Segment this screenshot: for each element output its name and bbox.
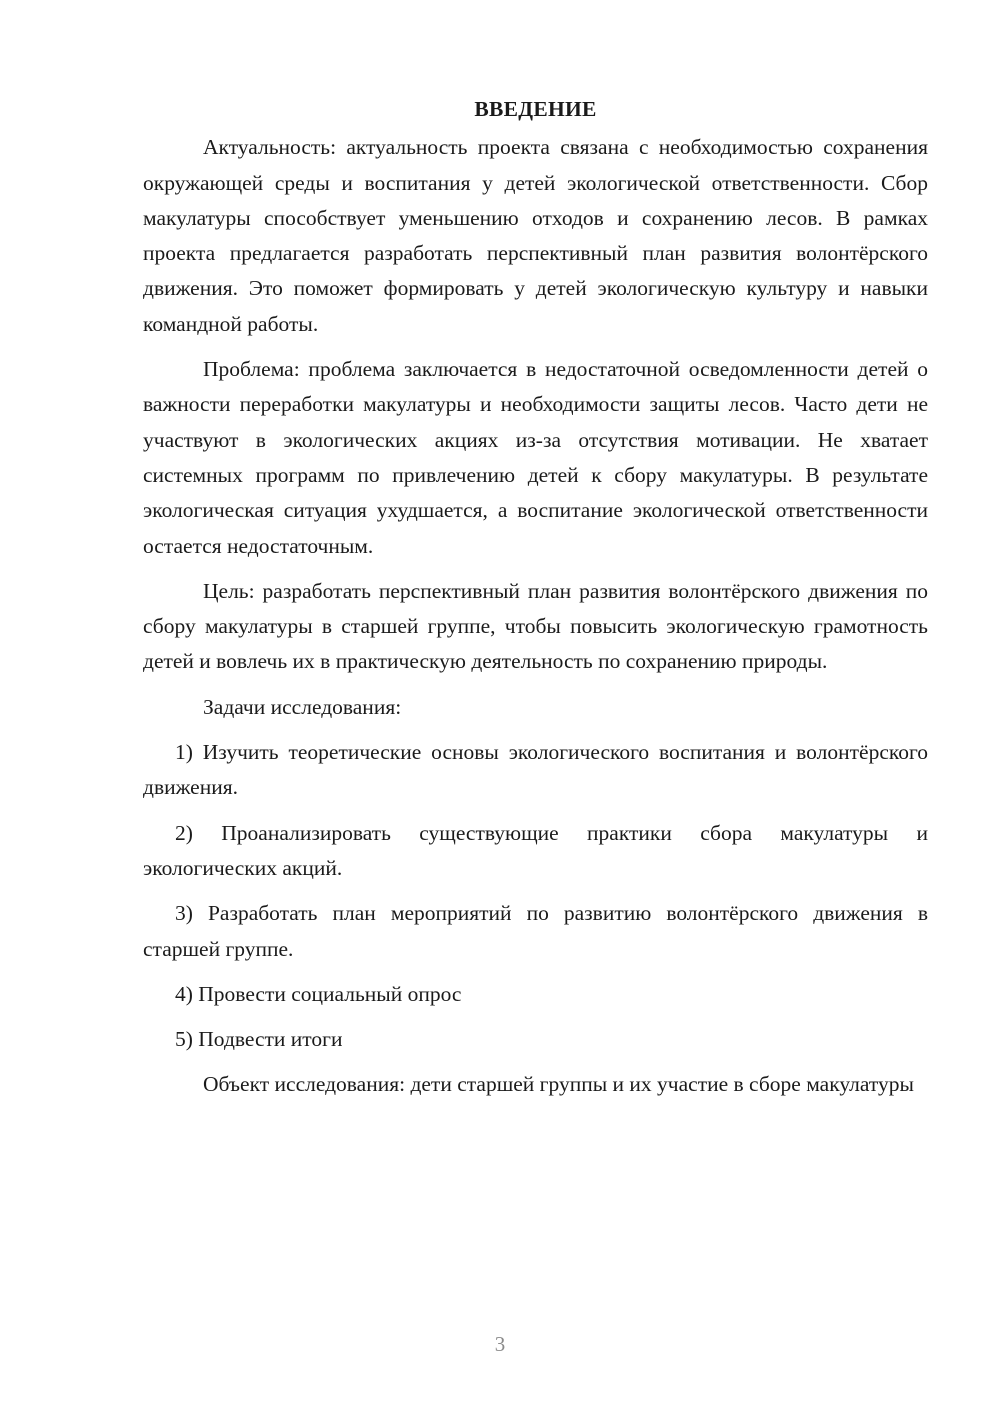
relevance-paragraph: Актуальность: актуальность проекта связана с необходимостью сохранения окружающей среды и воспитания у детей экологической ответственности. Сбор макулатуры способствует уменьшению отходов и сохранению лесов. В рамках проекта предлагается разработать перспективный план развития волонтёрского движения. Это поможет формировать у детей экологическую культуру и навыки командной работы. <box>143 135 928 336</box>
tasks-title: Задачи исследования: <box>203 694 402 719</box>
document-page <box>143 92 928 1113</box>
task-item: 2) Проанализировать существующие практики сбора макулатуры и экологических акций. <box>143 820 928 880</box>
section-heading: ВВЕДЕНИЕ <box>474 97 597 121</box>
task-item: 1) Изучить теоретические основы экологического воспитания и волонтёрского движения. <box>143 740 928 800</box>
task-item: 3) Разработать план мероприятий по развитию волонтёрского движения в старшей группе. <box>143 901 928 961</box>
task-item: 4) Провести социальный опрос <box>175 981 462 1006</box>
goal-paragraph: Цель: разработать перспективный план развития волонтёрского движения по сбору макулатуры в старшей группе, чтобы повысить экологическую грамотность детей и вовлечь их в практическую деятельность по сохранению природы. <box>143 578 928 674</box>
task-item: 5) Подвести итоги <box>175 1027 343 1052</box>
object-paragraph: Объект исследования: дети старшей группы и их участие в сборе макулатуры <box>203 1072 914 1097</box>
page-number: 3 <box>494 1332 506 1356</box>
problem-paragraph: Проблема: проблема заключается в недостаточной осведомленности детей о важности переработки макулатуры и необходимости защиты лесов. Часто дети не участвуют в экологических акциях из-за отсутствия мотивации. Не хватает системных программ по привлечению детей к сбору макулатуры. В результате экологическая ситуация ухудшается, а воспитание экологической ответственности остается недостаточным. <box>143 357 928 558</box>
